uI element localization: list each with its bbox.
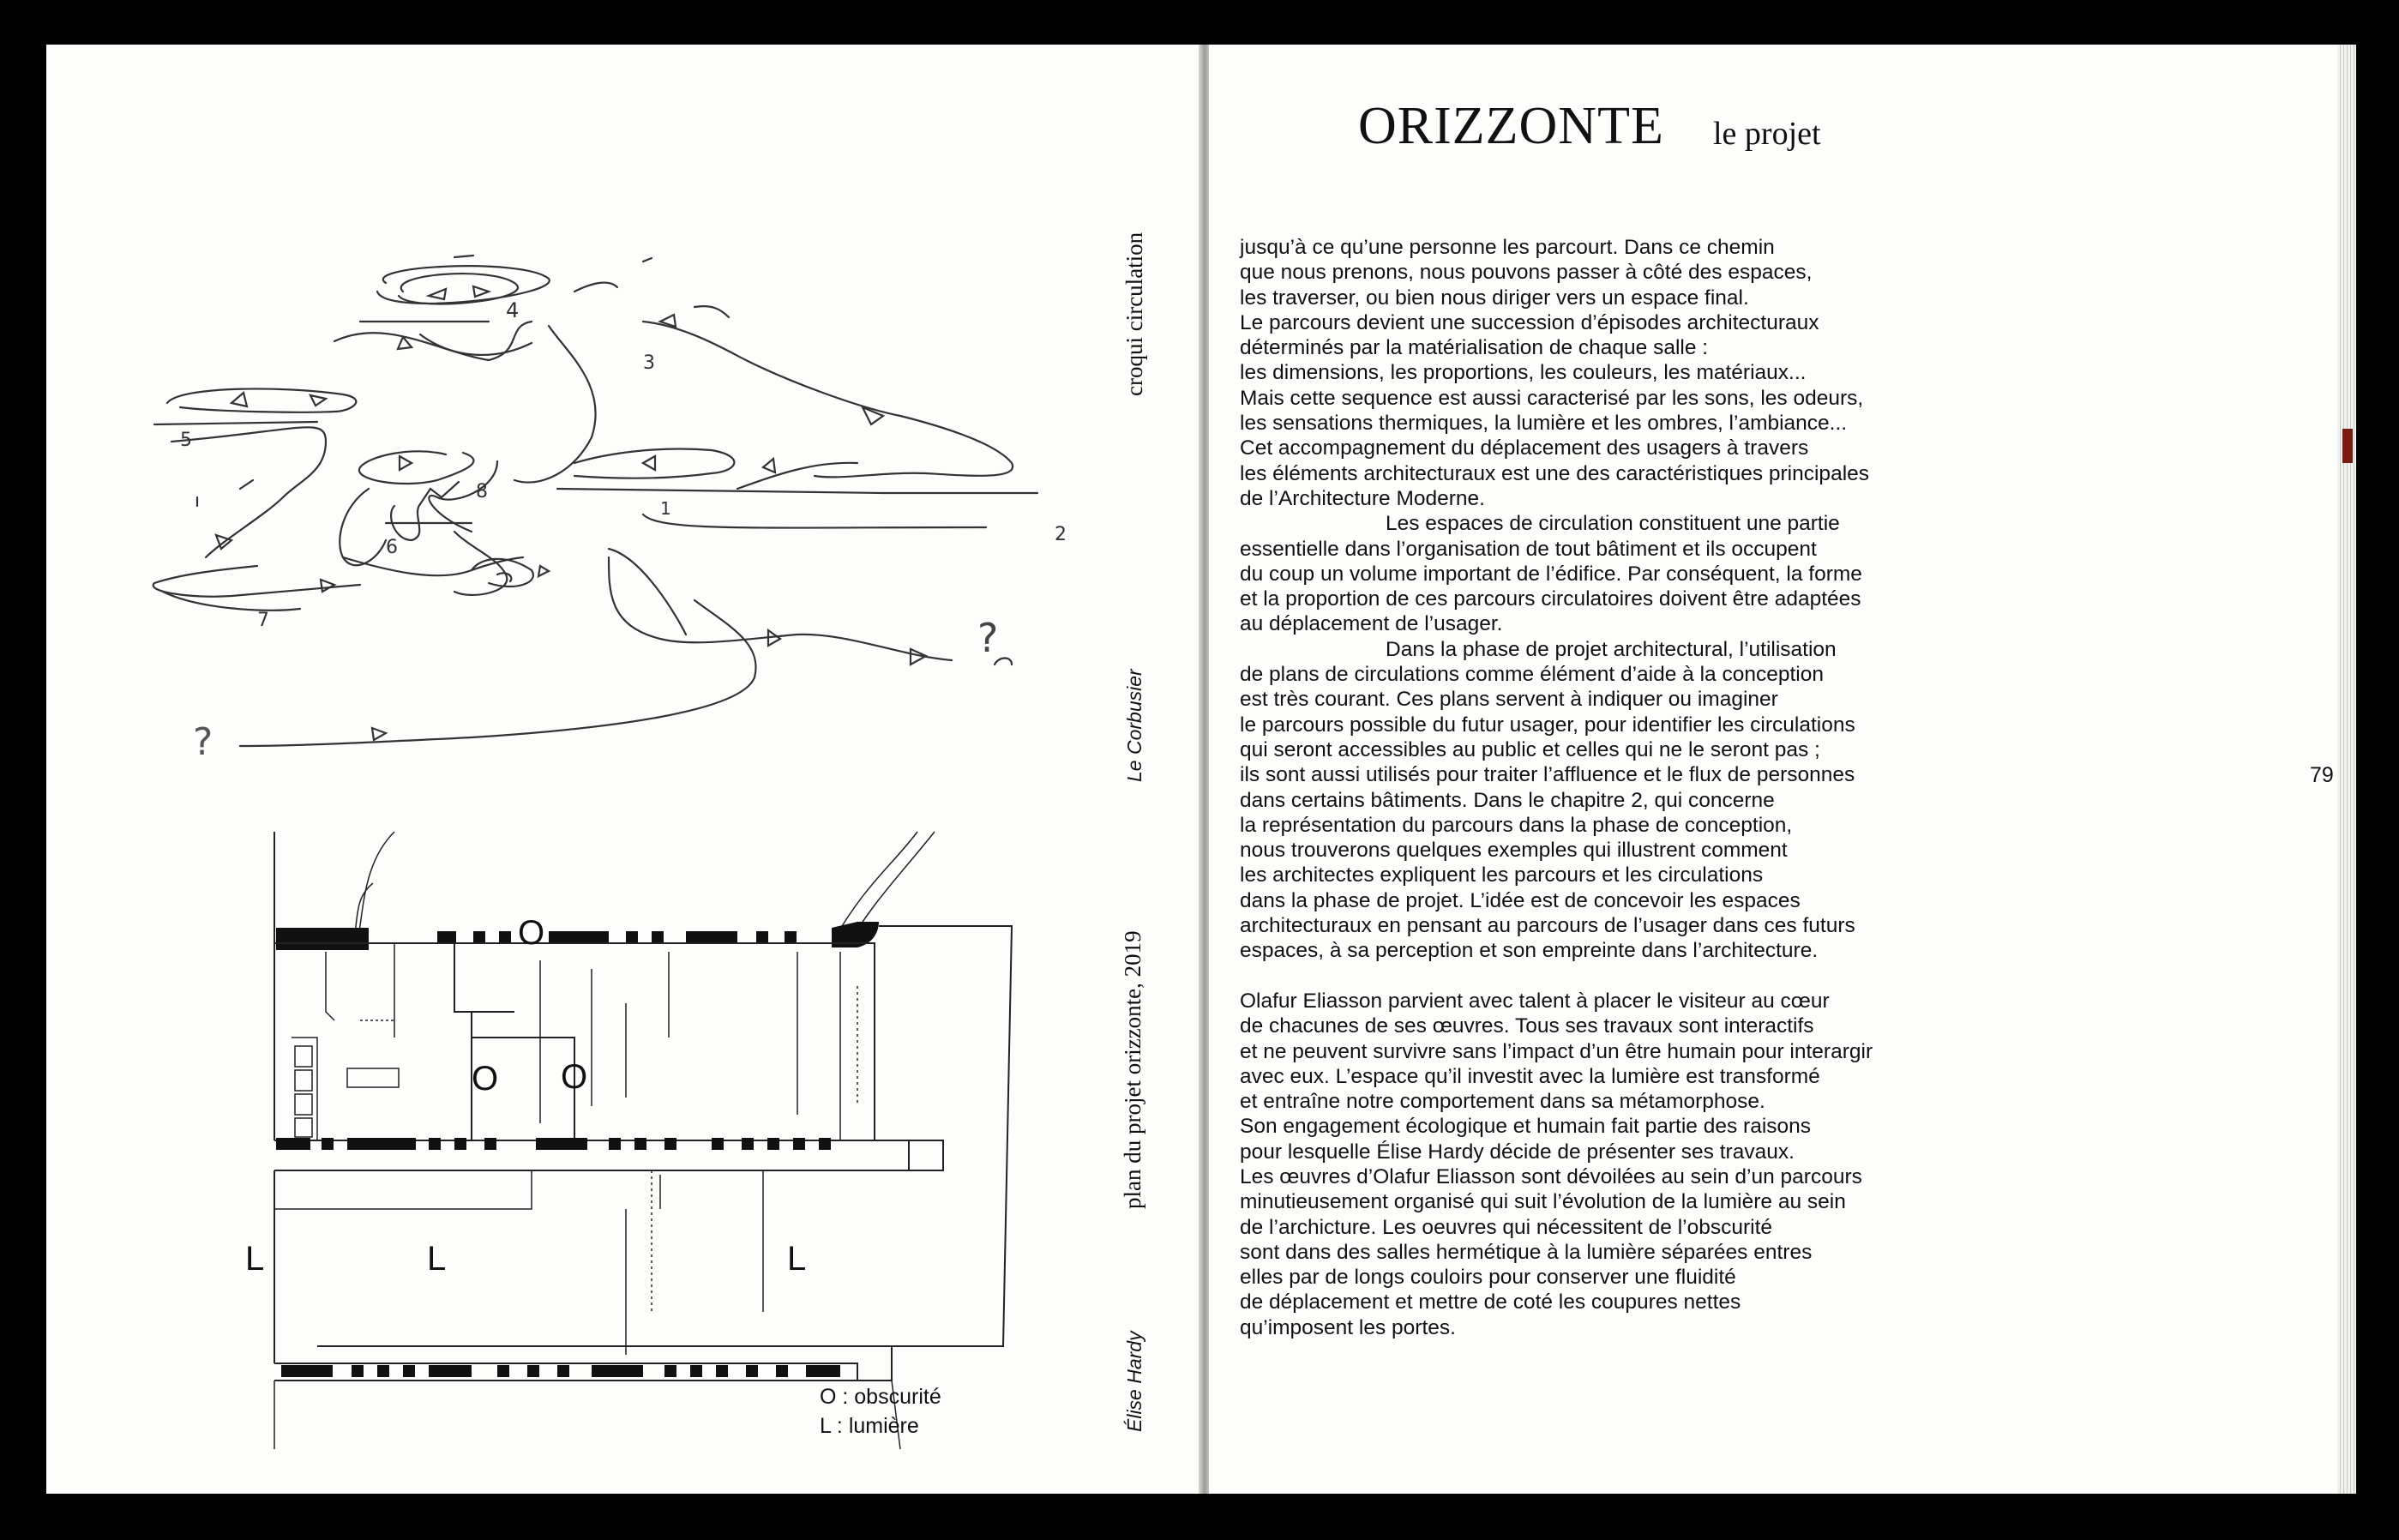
text-line: elles par de longs couloirs pour conserver une fluidité xyxy=(1240,1266,1736,1290)
sketch-question-mark: ? xyxy=(977,615,999,661)
text-line: Olafur Eliasson parvient avec talent à placer le visiteur au cœur xyxy=(1240,989,1830,1013)
plan-legend xyxy=(820,1382,941,1441)
text-line: les architectes expliquent les parcours et les circulations xyxy=(1240,863,1764,887)
text-line: pour lesquelle Élise Hardy décide de présenter ses travaux. xyxy=(1240,1140,1795,1164)
text-line: avec eux. L’espace qu’il investit avec la lumière est transformé xyxy=(1240,1064,1820,1088)
text-line: Mais cette sequence est aussi caracterisé par les sons, les odeurs, xyxy=(1240,386,1864,410)
sketch-number-6: 6 xyxy=(386,537,398,558)
text-line: Son engagement écologique et humain fait partie des raisons xyxy=(1240,1115,1812,1139)
text-line: de déplacement et mettre de coté les coupures nettes xyxy=(1240,1290,1741,1314)
text-line: Cet accompagnement du déplacement des usagers à travers xyxy=(1240,436,1809,460)
text-line: les traverser, ou bien nous diriger vers un espace final. xyxy=(1240,286,1749,310)
plan-room-light: L xyxy=(787,1240,807,1278)
page-edges xyxy=(2337,45,2356,1494)
legend-light: L : lumière xyxy=(820,1414,919,1438)
text-line: de chacunes de ses œuvres. Tous ses travaux sont interactifs xyxy=(1240,1014,1814,1038)
text-line: les sensations thermiques, la lumière et les ombres, l’ambiance... xyxy=(1240,412,1848,436)
plan-room-dark: O xyxy=(561,1058,588,1096)
sketch-number-5: 5 xyxy=(180,430,192,451)
page-number: 79 xyxy=(2310,763,2334,787)
text-line: Les espaces de circulation constituent une partie xyxy=(1386,512,1840,536)
plan-room-dark: O xyxy=(472,1060,499,1098)
plan-credit: Élise Hardy xyxy=(1123,1331,1145,1432)
text-line: sont dans des salles hermétique à la lumière séparées entres xyxy=(1240,1240,1813,1264)
text-line: le parcours possible du futur usager, pour identifier les circulations xyxy=(1240,713,1855,737)
text-line: déterminés par la matérialisation de chaque salle : xyxy=(1240,336,1709,360)
text-line: dans certains bâtiments. Dans le chapitre 2, qui concerne xyxy=(1240,788,1775,812)
page-title: ORIZZONTE xyxy=(1358,97,1664,155)
text-line: Le parcours devient une succession d’épisodes architecturaux xyxy=(1240,310,1819,334)
text-line: nous trouverons quelques exemples qui illustrent comment xyxy=(1240,839,1788,863)
text-line: espaces, à sa perception et son empreinte dans l’architecture. xyxy=(1240,939,1819,963)
text-line: et entraîne notre comportement dans sa métamorphose. xyxy=(1240,1090,1765,1114)
legend-dark: O : obscurité xyxy=(820,1385,941,1409)
text-line: Dans la phase de projet architectural, l’utilisation xyxy=(1386,637,1837,661)
text-line: jusqu’à ce qu’une personne les parcourt. Dans ce chemin xyxy=(1240,236,1775,259)
floor-plan xyxy=(146,832,1037,1449)
sketch-number-4: 4 xyxy=(506,298,520,322)
plan-caption: plan du projet orizzonte, 2019 xyxy=(1120,930,1145,1209)
sketch-credit: Le Corbusier xyxy=(1123,669,1145,782)
sketch-number-1: 1 xyxy=(660,498,671,519)
text-line: qu’imposent les portes. xyxy=(1240,1315,1456,1339)
text-line: qui seront accessibles au public et celles qui ne le seront pas ; xyxy=(1240,737,1820,761)
text-line: du coup un volume important de l’édifice. Par conséquent, la forme xyxy=(1240,562,1862,586)
text-line: essentielle dans l’organisation de tout bâtiment et ils occupent xyxy=(1240,537,1817,561)
sketch-number-2: 2 xyxy=(1055,524,1067,545)
body-text xyxy=(1240,235,1969,1340)
text-line: les éléments architecturaux est une des caractéristiques principales xyxy=(1240,461,1870,485)
plan-room-light: L xyxy=(427,1240,447,1278)
text-line: de plans de circulations comme élément d’aide à la conception xyxy=(1240,663,1824,687)
text-line: ils sont aussi utilisés pour traiter l’affluence et le flux de personnes xyxy=(1240,763,1855,787)
text-line: architecturaux en pensant au parcours de l’usager dans ces futurs xyxy=(1240,914,1855,938)
text-line: minutieusement organisé qui suit l’évolution de la lumière au sein xyxy=(1240,1190,1846,1214)
text-line: dans la phase de projet. L’idée est de concevoir les espaces xyxy=(1240,888,1801,912)
paragraph-gap xyxy=(1240,964,1969,989)
plan-room-dark: O xyxy=(518,914,545,952)
text-line: de l’archicture. Les oeuvres qui nécessitent de l’obscurité xyxy=(1240,1215,1773,1239)
text-line: et la proportion de ces parcours circulatoires doivent être adaptées xyxy=(1240,587,1861,611)
text-line: est très courant. Ces plans servent à indiquer ou imaginer xyxy=(1240,688,1778,712)
page-subtitle: le projet xyxy=(1713,116,1821,152)
text-line: et ne peuvent survivre sans l’impact d’un être humain pour interargir xyxy=(1240,1039,1873,1063)
text-line: de l’Architecture Moderne. xyxy=(1240,486,1485,510)
sketch-number-8: 8 xyxy=(476,481,488,502)
sketch-question-mark: ? xyxy=(193,720,213,764)
bookmark-ribbon xyxy=(2342,429,2353,463)
text-line: les dimensions, les proportions, les couleurs, les matériaux... xyxy=(1240,361,1807,385)
text-line: la représentation du parcours dans la phase de conception, xyxy=(1240,813,1793,837)
circulation-sketch xyxy=(129,232,1067,797)
text-line: que nous prenons, nous pouvons passer à côté des espaces, xyxy=(1240,261,1813,285)
text-line: au déplacement de l’usager. xyxy=(1240,612,1503,636)
sketch-number-7: 7 xyxy=(257,610,269,631)
plan-room-light: L xyxy=(245,1240,265,1278)
text-line: Les œuvres d’Olafur Eliasson sont dévoilées au sein d’un parcours xyxy=(1240,1164,1862,1188)
sketch-caption: croqui circulation xyxy=(1121,232,1147,396)
sketch-number-3: 3 xyxy=(643,352,655,374)
